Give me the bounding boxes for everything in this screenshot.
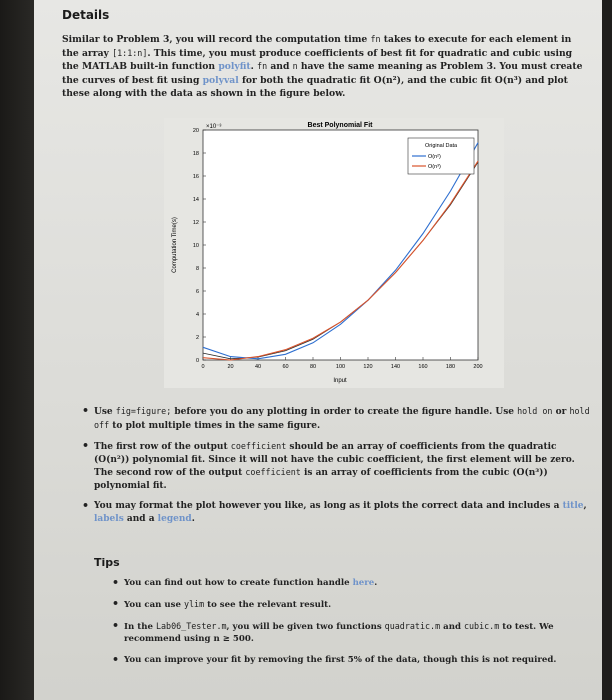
intro-text: . This time, you must produce coefficients of best fit for quadratic and cubic using the MATLAB built-in function bbox=[62, 47, 573, 72]
y-tick-label: 12 bbox=[192, 220, 199, 226]
code-hold-off: hold off bbox=[94, 406, 590, 430]
y-tick-label: 0 bbox=[195, 358, 199, 364]
code-coefficient: coefficient bbox=[245, 467, 301, 477]
tip-ylim: • You can use ylim to see the relevant result. bbox=[112, 598, 592, 611]
here-link[interactable]: here bbox=[352, 578, 375, 588]
code-hold-on: hold on bbox=[517, 406, 553, 416]
tips-heading: Tips bbox=[94, 556, 120, 569]
x-tick-label: 120 bbox=[363, 364, 373, 370]
tip-tester: • In the Lab06_Tester.m, you will be given two functions quadratic.m and cubic.m to test. We recommend using n ≥ 500. bbox=[112, 620, 592, 645]
title-link[interactable]: title bbox=[562, 501, 584, 511]
x-tick-label: 200 bbox=[473, 364, 483, 370]
x-tick-label: 180 bbox=[445, 364, 456, 370]
polyfit-link[interactable]: polyfit bbox=[218, 61, 251, 72]
y-tick-label: 10 bbox=[192, 243, 199, 249]
bullet-figure-handle: • Use fig=figure; before you do any plotting in order to create the figure handle. Use hold on or hold off to plot multiple times in the same figure. bbox=[82, 405, 592, 432]
details-heading: Details bbox=[62, 8, 110, 22]
x-tick-label: 160 bbox=[418, 364, 428, 370]
y-tick-label: 20 bbox=[192, 128, 199, 134]
intro-text: have the same meaning as Problem 3. You must create the curves of best fit using bbox=[62, 61, 583, 86]
document-page bbox=[34, 0, 602, 700]
legend-box bbox=[408, 138, 474, 174]
polyval-link[interactable]: polyval bbox=[202, 74, 239, 86]
y-tick-label: 18 bbox=[192, 151, 199, 157]
intro-text: for both the quadratic fit O(n²), and the cubic fit O(n³) and plot these along with the data as shown in the figure below. bbox=[62, 74, 568, 99]
legend-quadratic: O(n²) bbox=[428, 154, 441, 160]
x-tick-label: 100 bbox=[335, 364, 346, 370]
code-coefficient: coefficient bbox=[230, 441, 287, 451]
code-ylim: ylim bbox=[183, 599, 205, 609]
code-fig: fig=figure; bbox=[115, 406, 172, 416]
chart-svg bbox=[164, 118, 504, 388]
code-tester-file: Lab06_Tester.m bbox=[155, 621, 227, 631]
x-tick-label: 20 bbox=[227, 364, 234, 370]
best-fit-figure bbox=[164, 118, 504, 388]
y-axis-label: Computation Time(s) bbox=[172, 217, 178, 273]
bullet-formatting: • You may format the plot however you like, as long as it plots the correct data and includes a title, labels and a legend. bbox=[82, 500, 592, 525]
intro-paragraph bbox=[62, 33, 590, 101]
labels-link[interactable]: labels bbox=[94, 513, 124, 524]
x-tick-label: 140 bbox=[390, 364, 401, 370]
y-tick-label: 6 bbox=[195, 289, 199, 295]
y-exponent: ×10⁻³ bbox=[206, 124, 222, 130]
code-n: n bbox=[292, 61, 298, 71]
intro-text: . bbox=[250, 61, 258, 72]
y-tick-label: 8 bbox=[195, 266, 199, 272]
code-fn: fn bbox=[370, 34, 381, 44]
x-tick-label: 40 bbox=[254, 364, 262, 370]
legend-original-data: Original Data bbox=[425, 143, 458, 149]
bullet-coefficient: • The first row of the output coefficient should be an array of coefficients from the quadratic (O(n²)) polynomial fit. Since it will not have the cubic coefficient, the first element will be zero. The second row of the output coefficient is an array of coefficients from the cubic (O(n³)) polynomial fit. bbox=[82, 440, 592, 492]
instructions-list bbox=[82, 405, 592, 533]
y-tick-label: 2 bbox=[195, 335, 199, 341]
tip-function-handle: • You can find out how to create function handle here. bbox=[112, 577, 592, 589]
legend-link[interactable]: legend bbox=[157, 513, 192, 524]
code-array: [1:1:n] bbox=[112, 47, 148, 58]
tip-improve-fit: • You can improve your fit by removing the first 5% of the data, though this is not required. bbox=[112, 654, 592, 666]
x-axis-label: Input bbox=[333, 378, 347, 384]
intro-text: and bbox=[267, 61, 293, 72]
x-tick-label: 80 bbox=[309, 364, 317, 370]
intro-text: Similar to Problem 3, you will record the computation time bbox=[62, 34, 371, 45]
x-tick-label: 0 bbox=[201, 364, 205, 370]
y-tick-label: 14 bbox=[192, 197, 199, 203]
y-tick-label: 4 bbox=[195, 312, 199, 318]
chart-title: Best Polynomial Fit bbox=[307, 122, 373, 129]
y-tick-label: 16 bbox=[192, 174, 199, 180]
intro-text: takes to execute for each element in the array bbox=[62, 34, 572, 59]
code-quadratic-file: quadratic.m bbox=[384, 621, 441, 631]
page-shadow bbox=[0, 0, 38, 700]
legend-cubic: O(n³) bbox=[428, 164, 441, 170]
code-cubic-file: cubic.m bbox=[463, 621, 500, 631]
x-tick-label: 60 bbox=[282, 364, 289, 370]
tips-list bbox=[112, 577, 592, 675]
code-fn: fn bbox=[257, 61, 268, 71]
